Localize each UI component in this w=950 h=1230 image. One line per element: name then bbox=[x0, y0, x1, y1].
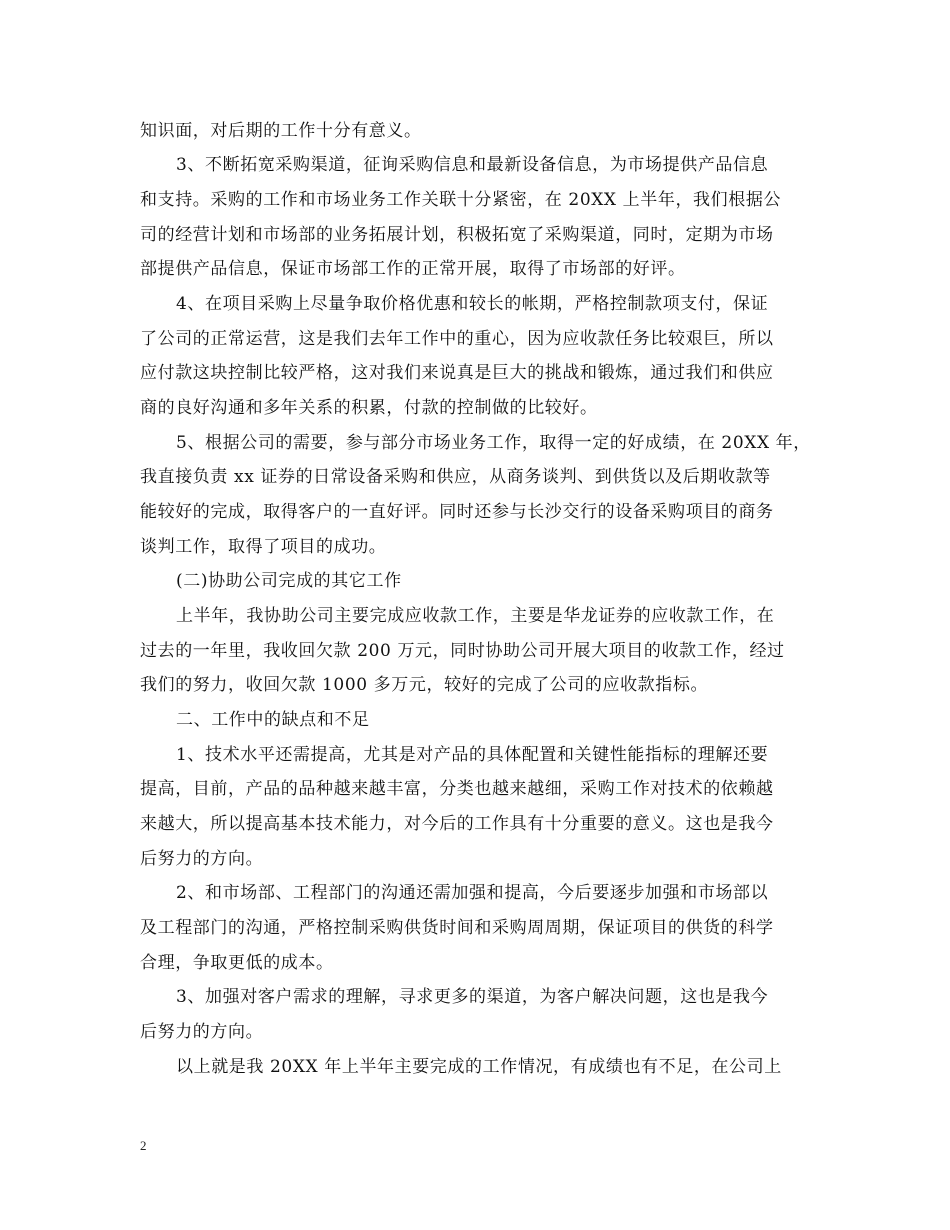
paragraph-start: 3、不断拓宽采购渠道，征询采购信息和最新设备信息，为市场提供产品信息 bbox=[176, 155, 769, 175]
section-heading: (二)协助公司完成的其它工作 bbox=[176, 571, 402, 591]
paragraph-start: 上半年，我协助公司主要完成应收款工作，主要是华龙证券的应收款工作，在 bbox=[176, 606, 775, 626]
text-line: 提高，目前，产品的品种越来越丰富，分类也越来越细，采购工作对技术的依赖越 bbox=[140, 779, 774, 799]
text-line: 后努力的方向。 bbox=[140, 849, 264, 869]
text-line: 了公司的正常运营，这是我们去年工作中的重心，因为应收款任务比较艰巨，所以 bbox=[140, 329, 774, 349]
paragraph-start: 3、加强对客户需求的理解，寻求更多的渠道，为客户解决问题，这也是我今 bbox=[176, 987, 769, 1007]
page-number: 2 bbox=[140, 1138, 147, 1153]
text-line: 和支持。采购的工作和市场业务工作关联十分紧密，在 20XX 上半年，我们根据公 bbox=[140, 190, 782, 210]
paragraph-start: 4、在项目采购上尽量争取价格优惠和较长的帐期，严格控制款项支付，保证 bbox=[176, 294, 769, 314]
text-line: 我们的努力，收回欠款 1000 多万元，较好的完成了公司的应收款指标。 bbox=[140, 675, 709, 695]
text-line: 司的经营计划和市场部的业务拓展计划，积极拓宽了采购渠道，同时，定期为市场 bbox=[140, 225, 774, 245]
text-line: 及工程部门的沟通，严格控制采购供货时间和采购周周期，保证项目的供货的科学 bbox=[140, 918, 774, 938]
text-line: 谈判工作，取得了项目的成功。 bbox=[140, 537, 387, 557]
text-line: 后努力的方向。 bbox=[140, 1022, 264, 1042]
paragraph-start: 5、根据公司的需要，参与部分市场业务工作，取得一定的好成绩，在 20XX 年， bbox=[176, 433, 811, 453]
text-line: 合理，争取更低的成本。 bbox=[140, 953, 334, 973]
text-line: 能较好的完成，取得客户的一直好评。同时还参与长沙交行的设备采购项目的商务 bbox=[140, 502, 774, 522]
text-line: 商的良好沟通和多年关系的积累，付款的控制做的比较好。 bbox=[140, 398, 598, 418]
text-line: 过去的一年里，我收回欠款 200 万元，同时协助公司开展大项目的收款工作，经过 bbox=[140, 641, 785, 661]
text-line: 来越大，所以提高基本技术能力，对今后的工作具有十分重要的意义。这也是我今 bbox=[140, 814, 774, 834]
text-line: 知识面，对后期的工作十分有意义。 bbox=[140, 121, 422, 141]
text-line: 应付款这块控制比较严格，这对我们来说真是巨大的挑战和锻炼，通过我们和供应 bbox=[140, 363, 774, 383]
text-line: 部提供产品信息，保证市场部工作的正常开展，取得了市场部的好评。 bbox=[140, 259, 686, 279]
paragraph-start: 2、和市场部、工程部门的沟通还需加强和提高，今后要逐步加强和市场部以 bbox=[176, 883, 769, 903]
section-heading: 二、工作中的缺点和不足 bbox=[176, 710, 370, 730]
text-line: 我直接负责 xx 证券的日常设备采购和供应，从商务谈判、到供货以及后期收款等 bbox=[140, 467, 771, 487]
paragraph-start: 1、技术水平还需提高，尤其是对产品的具体配置和关键性能指标的理解还要 bbox=[176, 745, 769, 765]
paragraph-start: 以上就是我 20XX 年上半年主要完成的工作情况，有成绩也有不足，在公司上 bbox=[176, 1057, 782, 1077]
